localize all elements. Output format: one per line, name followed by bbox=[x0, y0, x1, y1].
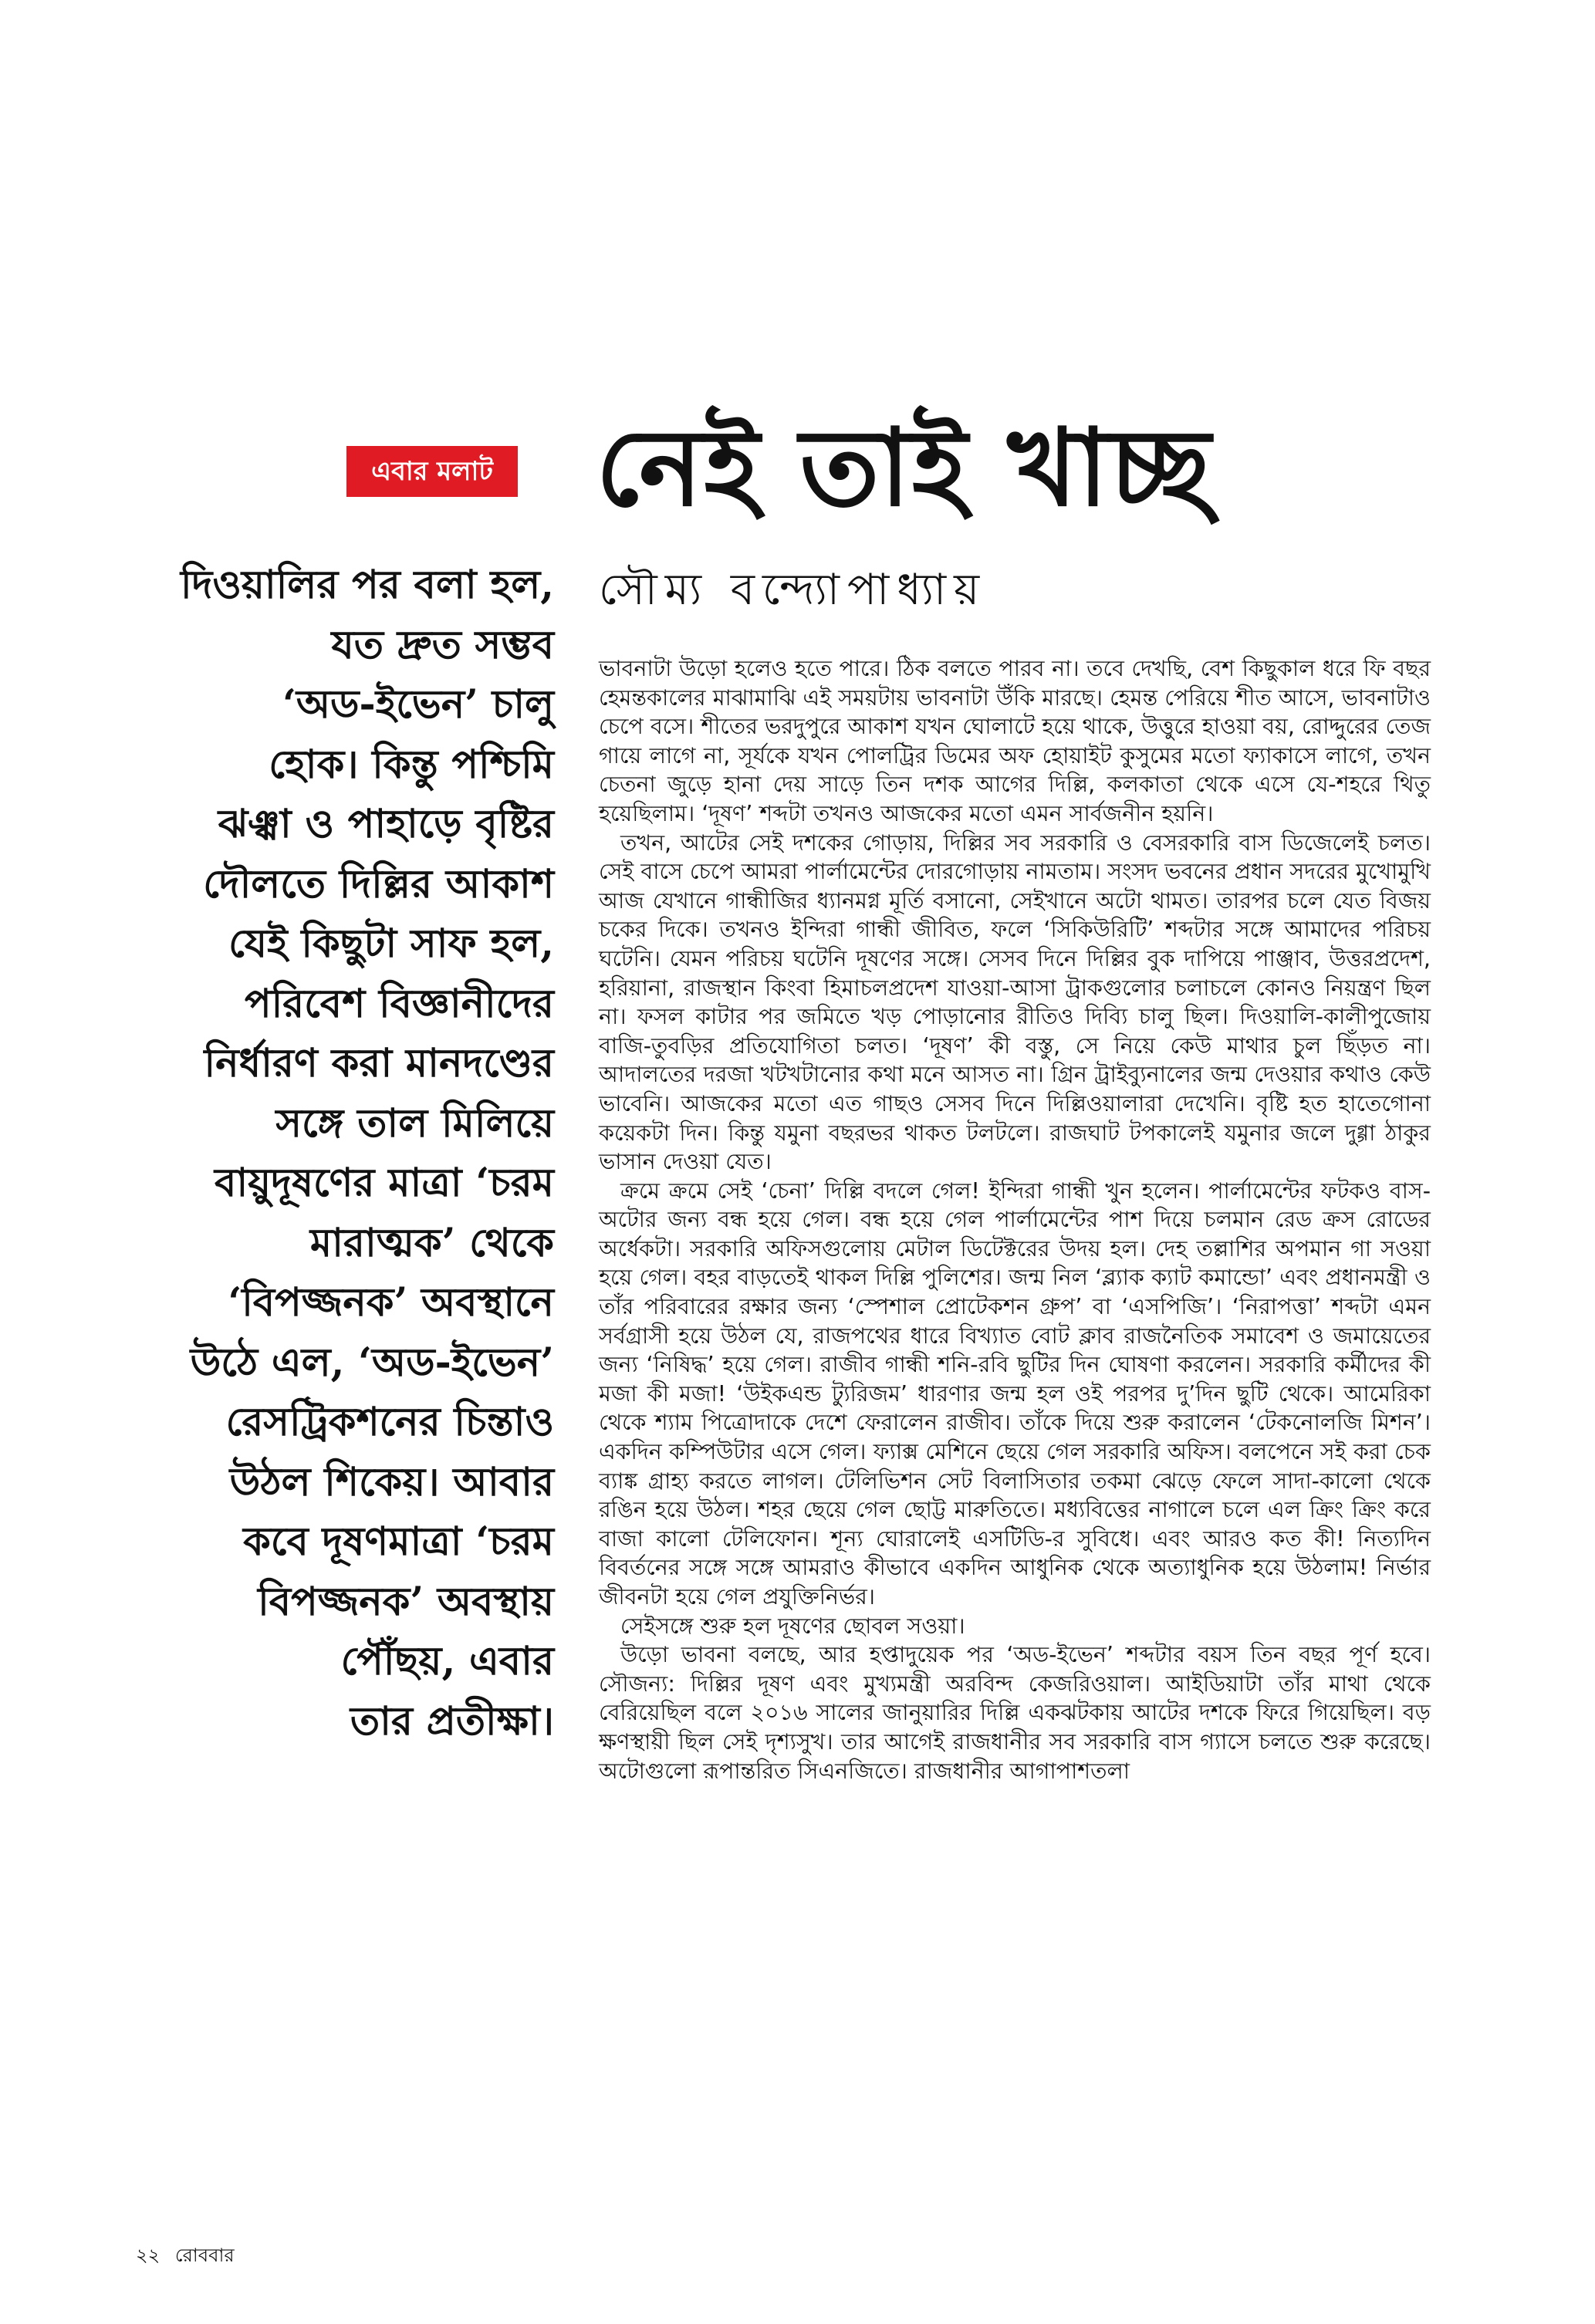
pullquote-line: বায়ুদূষণের মাত্রা ‘চরম bbox=[214, 1160, 554, 1206]
pullquote-line: উঠল শিকেয়। আবার bbox=[229, 1458, 554, 1505]
pullquote-line: পৌঁছয়, এবার bbox=[340, 1638, 554, 1684]
pullquote-line: রেসট্রিকশনের চিন্তাও bbox=[225, 1399, 554, 1445]
body-paragraph: ক্রমে ক্রমে সেই ‘চেনা’ দিল্লি বদলে গেল! ইন্দিরা গান্ধী খুন হলেন। পার্লামেন্টের ফটকও বাস-অটোর জন্য বন্ধ হয়ে গেল। বন্ধ হয়ে গেল পার্লামেন্টের পাশ দিয়ে চলমান রেড ক্রস রোডের অর্ধেকটা। সরকারি অফিসগুলোয় মেটাল ডিটেক্টরের উদয় হল। দেহ তল্লাশির অপমান গা সওয়া হয়ে গেল। বহর বাড়তেই থাকল দিল্লি পুলিশের। জন্ম নিল ‘ব্ল্যাক ক্যাট কমান্ডো’ এবং প্রধানমন্ত্রী ও তাঁর পরিবারের রক্ষার জন্য ‘স্পেশাল প্রোটেকশন গ্রুপ’ বা ‘এসপিজি’। ‘নিরাপত্তা’ শব্দটা এমন সর্বগ্রাসী হয়ে উঠল যে, রাজপথের ধারে বিখ্যাত বোট ক্লাব রাজনৈতিক সমাবেশ ও জমায়েতের জন্য ‘নিষিদ্ধ’ হয়ে গেল। রাজীব গান্ধী শনি-রবি ছুটির দিন ঘোষণা করলেন। সরকারি কর্মীদের কী মজা কী মজা! ‘উইকএন্ড ট্যুরিজম’ ধারণার জন্ম হল ওই পরপর দু’দিন ছুটি থেকে। আমেরিকা থেকে শ্যাম পিত্রোদাকে দেশে ফেরালেন রাজীব। তাঁকে দিয়ে শুরু করালেন ‘টেকনোলজি মিশন’। একদিন কম্পিউটার এসে গেল। ফ্যাক্স মেশিনে ছেয়ে গেল সরকারি অফিস। বলপেনে সই করা চেক ব্যাঙ্ক গ্রাহ্য করতে লাগল। টেলিভিশন সেট বিলাসিতার তকমা ঝেড়ে ফেলে সাদা-কালো থেকে রঙিন হয়ে উঠল। শহর ছেয়ে গেল ছোট্ট মারুতিতে। মধ্যবিত্তের নাগালে চলে এল ক্রিং ক্রিং করে বাজা কালো টেলিফোন। শূন্য ঘোরালেই এসটিডি-র সুবিধে। এবং আরও কত কী! নিত্যদিন বিবর্তনের সঙ্গে সঙ্গে আমরাও কীভাবে একদিন আধুনিক থেকে অত্যাধুনিক হয়ে উঠলাম! নির্ভার জীবনটা হয়ে গেল প্রযুক্তিনির্ভর। bbox=[599, 1177, 1431, 1610]
headline: নেই তাই খাচ্ছ bbox=[596, 406, 1212, 530]
pullquote-line: দৌলতে দিল্লির আকাশ bbox=[203, 860, 554, 907]
body-paragraph: উড়ো ভাবনা বলছে, আর হপ্তাদুয়েক পর ‘অড-ইভেন’ শব্দটার বয়স তিন বছর পূর্ণ হবে। সৌজন্য: দিল্লির দূষণ এবং মুখ্যমন্ত্রী অরবিন্দ কেজরিওয়াল। আইডিয়াটা তাঁর মাথা থেকে বেরিয়েছিল বলে ২০১৬ সালের জানুয়ারির দিল্লি একঝটকায় আটের দশকে ফিরে গিয়েছিল। বড় ক্ষণস্থায়ী ছিল সেই দৃশ্যসুখ। তার আগেই রাজধানীর সব সরকারি বাস গ্যাসে চলতে শুরু করেছে। অটোগুলো রূপান্তরিত সিএনজিতে। রাজধানীর আগাপাশতলা bbox=[599, 1642, 1431, 1784]
body-paragraph: ভাবনাটা উড়ো হলেও হতে পারে। ঠিক বলতে পারব না। তবে দেখছি, বেশ কিছুকাল ধরে ফি বছর হেমন্তকালের মাঝামাঝি এই সময়টায় ভাবনাটা উঁকি মারছে। হেমন্ত পেরিয়ে শীত আসে, ভাবনাটাও চেপে বসে। শীতের ভরদুপুরে আকাশ যখন ঘোলাটে হয়ে থাকে, উত্তুরে হাওয়া বয়, রোদ্দুরের তেজ গায়ে লাগে না, সূর্যকে যখন পোলট্রির ডিমের অফ হোয়াইট কুসুমের মতো ফ্যাকাসে লাগে, তখন চেতনা জুড়ে হানা দেয় সাড়ে তিন দশক আগের দিল্লি, কলকাতা থেকে এসে যে-শহরে থিতু হয়েছিলাম। ‘দূষণ’ শব্দটা তখনও আজকের মতো এমন সার্বজনীন হয়নি। bbox=[599, 656, 1431, 826]
pullquote-line: নির্ধারণ করা মানদণ্ডের bbox=[204, 1040, 554, 1086]
pullquote-line: মারাত্মক’ থেকে bbox=[309, 1219, 554, 1266]
pullquote-line: ‘অড-ইভেন’ চালু bbox=[282, 681, 554, 728]
pullquote-line: তার প্রতীক্ষা। bbox=[350, 1697, 554, 1745]
body-paragraph: তখন, আটের সেই দশকের গোড়ায়, দিল্লির সব সরকারি ও বেসরকারি বাস ডিজেলেই চলত। সেই বাসে চেপে আমরা পার্লামেন্টের দোরগোড়ায় নামতাম। সংসদ ভবনের প্রধান সদরের মুখোমুখি আজ যেখানে গান্ধীজির ধ্যানমগ্ন মূর্তি বসানো, সেইখানে অটো থামত। তারপর চলে যেত বিজয় চকের দিকে। তখনও ইন্দিরা গান্ধী জীবিত, ফলে ‘সিকিউরিটি’ শব্দটার সঙ্গে আমাদের পরিচয় ঘটেনি। যেমন পরিচয় ঘটেনি দূষণের সঙ্গে। সেসব দিনে দিল্লির বুক দাপিয়ে পাঞ্জাব, উত্তরপ্রদেশ, হরিয়ানা, রাজস্থান কিংবা হিমাচলপ্রদেশ যাওয়া-আসা ট্রাকগুলোর চলাচলে কোনও নিয়ন্ত্রণ ছিল না। ফসল কাটার পর জমিতে খড় পোড়ানোর রীতিও দিব্যি চালু ছিল। দিওয়ালি-কালীপুজোয় বাজি-তুবড়ির প্রতিযোগিতা চলত। ‘দূষণ’ কী বস্তু, সে নিয়ে কেউ মাথার চুল ছিঁড়ত না। আদালতের দরজা খটখটানোর কথা মনে আসত না। গ্রিন ট্রাইব্যুনালের জন্ম দেওয়ার কথাও কেউ ভাবেনি। আজকের মতো এত গাছও সেসব দিনে দিল্লিওয়ালারা দেখেনি। বৃষ্টি হত হাতেগোনা কয়েকটা দিন। কিন্তু যমুনা বছরভর থাকত টলটলে। রাজঘাট টপকালেই যমুনার জলে দুগ্গা ঠাকুর ভাসান দেওয়া যেত। bbox=[599, 829, 1431, 1175]
pullquote-line: উঠে এল, ‘অড-ইভেন’ bbox=[190, 1339, 554, 1386]
pullquote-line: কবে দূষণমাত্রা ‘চরম bbox=[243, 1518, 554, 1565]
pullquote-line: যেই কিছুটা সাফ হল, bbox=[228, 920, 554, 967]
pullquote-line: বিপজ্জনক’ অবস্থায় bbox=[258, 1578, 554, 1625]
folio bbox=[136, 2244, 336, 2267]
pullquote-line: ঝঞ্ঝা ও পাহাড়ে বৃষ্টির bbox=[218, 801, 554, 847]
pullquote-line: হোক। কিন্তু পশ্চিমি bbox=[269, 741, 554, 788]
body-paragraph: সেইসঙ্গে শুরু হল দূষণের ছোবল সওয়া। bbox=[620, 1613, 965, 1639]
pullquote-line: যত দ্রুত সম্ভব bbox=[331, 621, 554, 668]
pullquote-line: পরিবেশ বিজ্ঞানীদের bbox=[244, 980, 554, 1027]
publication-name: রোববার bbox=[174, 2245, 235, 2266]
section-tag: এবার মলাট bbox=[346, 446, 518, 497]
pullquote-line: সঙ্গে তাল মিলিয়ে bbox=[275, 1100, 554, 1147]
pullquote bbox=[131, 556, 554, 1751]
pullquote-line: দিওয়ালির পর বলা হল, bbox=[180, 562, 554, 608]
page-number: ২২ bbox=[136, 2245, 161, 2266]
pullquote-line: ‘বিপজ্জনক’ অবস্থানে bbox=[228, 1279, 554, 1326]
article-body bbox=[599, 654, 1431, 1785]
byline: সৌম্য বন্দ্যোপাধ্যায় bbox=[599, 565, 988, 615]
